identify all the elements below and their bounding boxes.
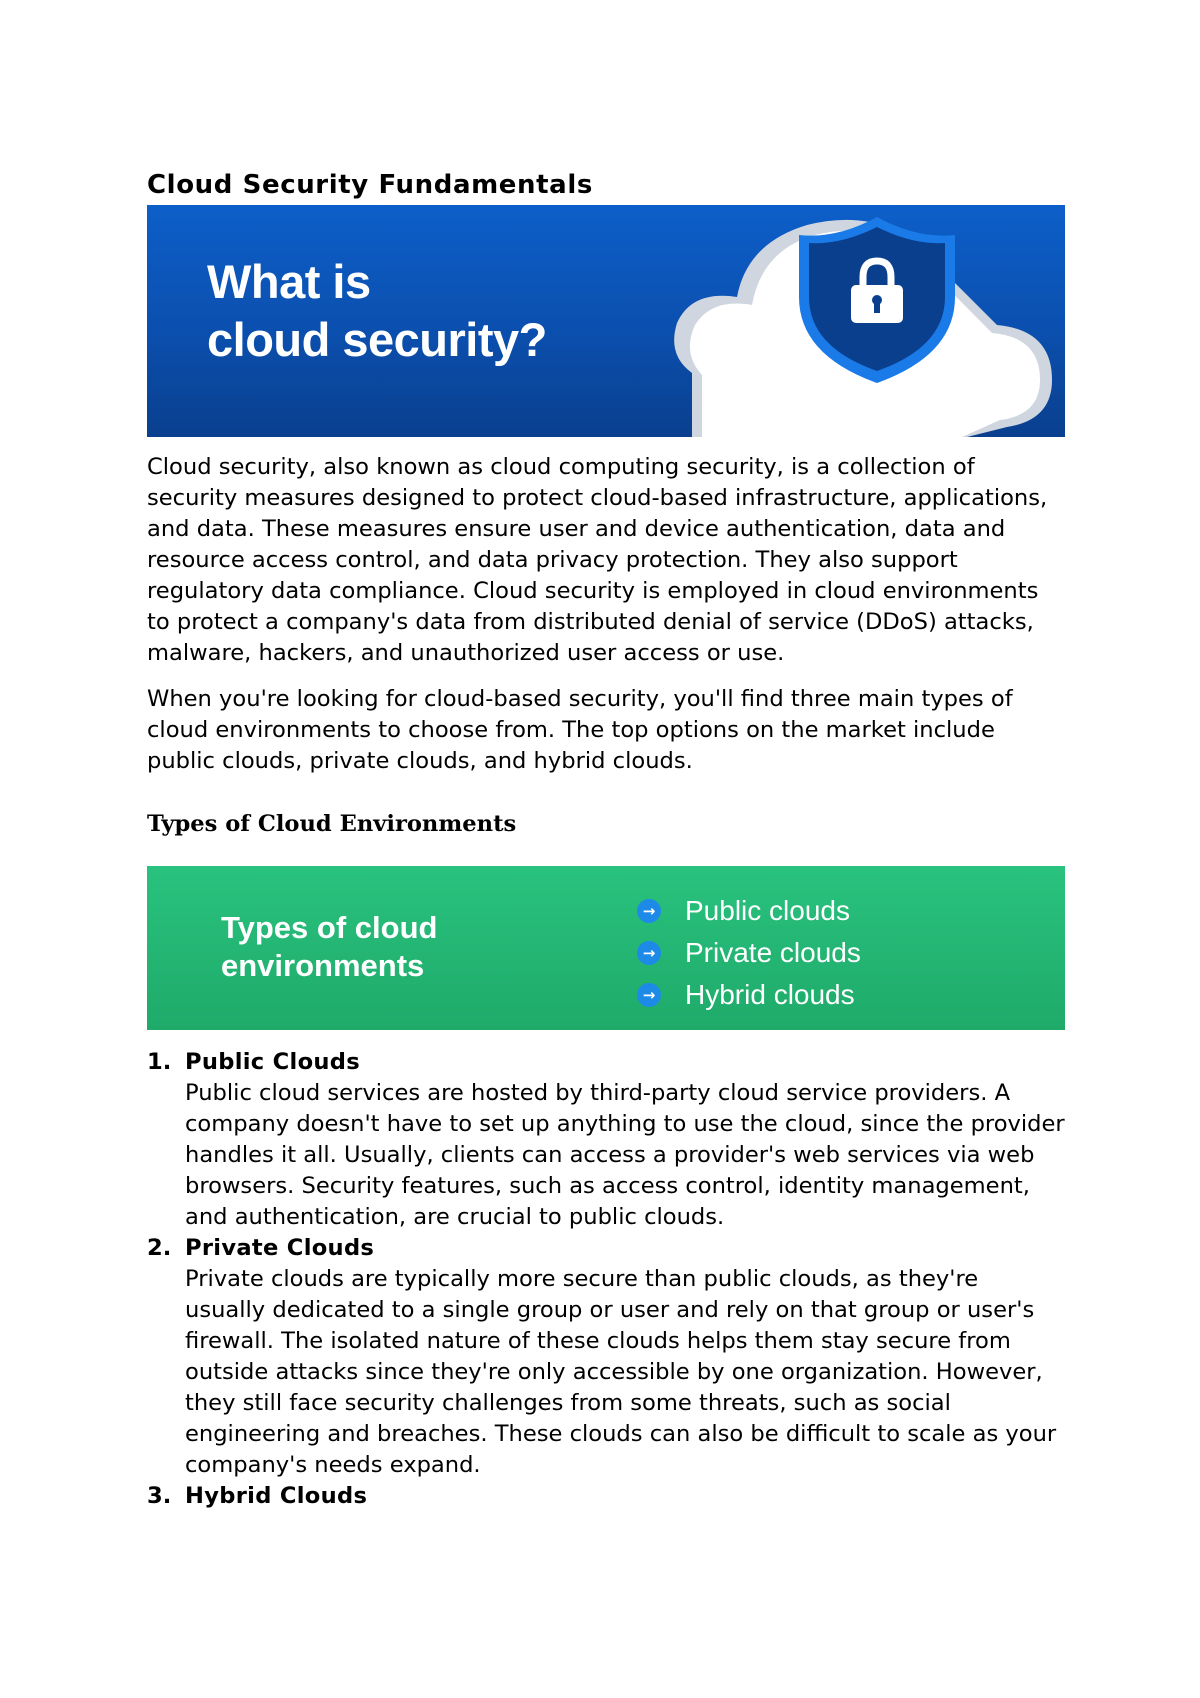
list-item-title: Public Clouds [185, 1049, 361, 1075]
document-content [147, 168, 1065, 1512]
cloud-type-label: Public clouds [685, 895, 850, 926]
cloud-type-item [637, 890, 861, 932]
list-item-number: 3. [147, 1483, 172, 1509]
list-item-number: 2. [147, 1235, 172, 1261]
list-item-title: Private Clouds [185, 1235, 375, 1261]
arrow-right-icon: → [637, 941, 661, 965]
banner-headline-line2: cloud security? [207, 313, 547, 366]
list-item-text: Private clouds are typically more secure than public clouds, as they're usually dedicated to a single group or user and rely on that group or user's firewall. The isolated nature of these clouds helps them stay secure from outside attacks since they're only accessible by one organization. However, they still face security challenges from some threats, such as social engineering and breaches. These clouds can also be difficult to scale as your company's needs expand. [185, 1266, 1057, 1478]
list-item-number: 1. [147, 1049, 172, 1075]
document-title: Cloud Security Fundamentals [147, 170, 593, 200]
cloud-types-numbered-list [147, 1047, 1065, 1512]
cloud-types-title-line1: Types of cloud [221, 910, 438, 945]
cloud-type-label: Private clouds [685, 937, 861, 968]
cloud-type-label: Hybrid clouds [685, 979, 855, 1010]
cloud-type-item [637, 932, 861, 974]
list-item [147, 1233, 1065, 1481]
cloud-types-banner-title [221, 909, 437, 985]
banner-headline-line1: What is [207, 255, 371, 308]
cloud-type-item [637, 974, 861, 1016]
cloud-types-banner [147, 866, 1065, 1030]
cloud-types-title-line2: environments [221, 948, 425, 983]
list-item [147, 1047, 1065, 1233]
arrow-right-icon: → [637, 983, 661, 1007]
list-item-text: Public cloud services are hosted by third-party cloud service providers. A company doesn't have to set up anything to use the cloud, since the provider handles it all. Usually, clients can access a provider's web services via web browsers. Security features, such as access control, identity management, and authentication, are crucial to public clouds. [185, 1080, 1065, 1230]
list-item [147, 1481, 1065, 1512]
cloud-security-banner [147, 205, 1065, 437]
section-heading: Types of Cloud Environments [147, 811, 517, 837]
intro-paragraph-2: When you're looking for cloud-based security, you'll find three main types of cloud environments to choose from. The top options on the market include public clouds, private clouds, and hybrid clouds. [147, 686, 1013, 774]
list-item-title: Hybrid Clouds [185, 1483, 368, 1509]
cloud-types-list [637, 890, 861, 1016]
arrow-right-icon: → [637, 899, 661, 923]
cloud-shield-illustration [147, 205, 1065, 437]
intro-paragraph-1: Cloud security, also known as cloud computing security, is a collection of security measures designed to protect cloud-based infrastructure, applications, and data. These measures ensure user and device authentication, data and resource access control, and data privacy protection. They also support regulatory data compliance. Cloud security is employed in cloud environments to protect a company's data from distributed denial of service (DDoS) attacks, malware, hackers, and unauthorized user access or use. [147, 454, 1048, 666]
